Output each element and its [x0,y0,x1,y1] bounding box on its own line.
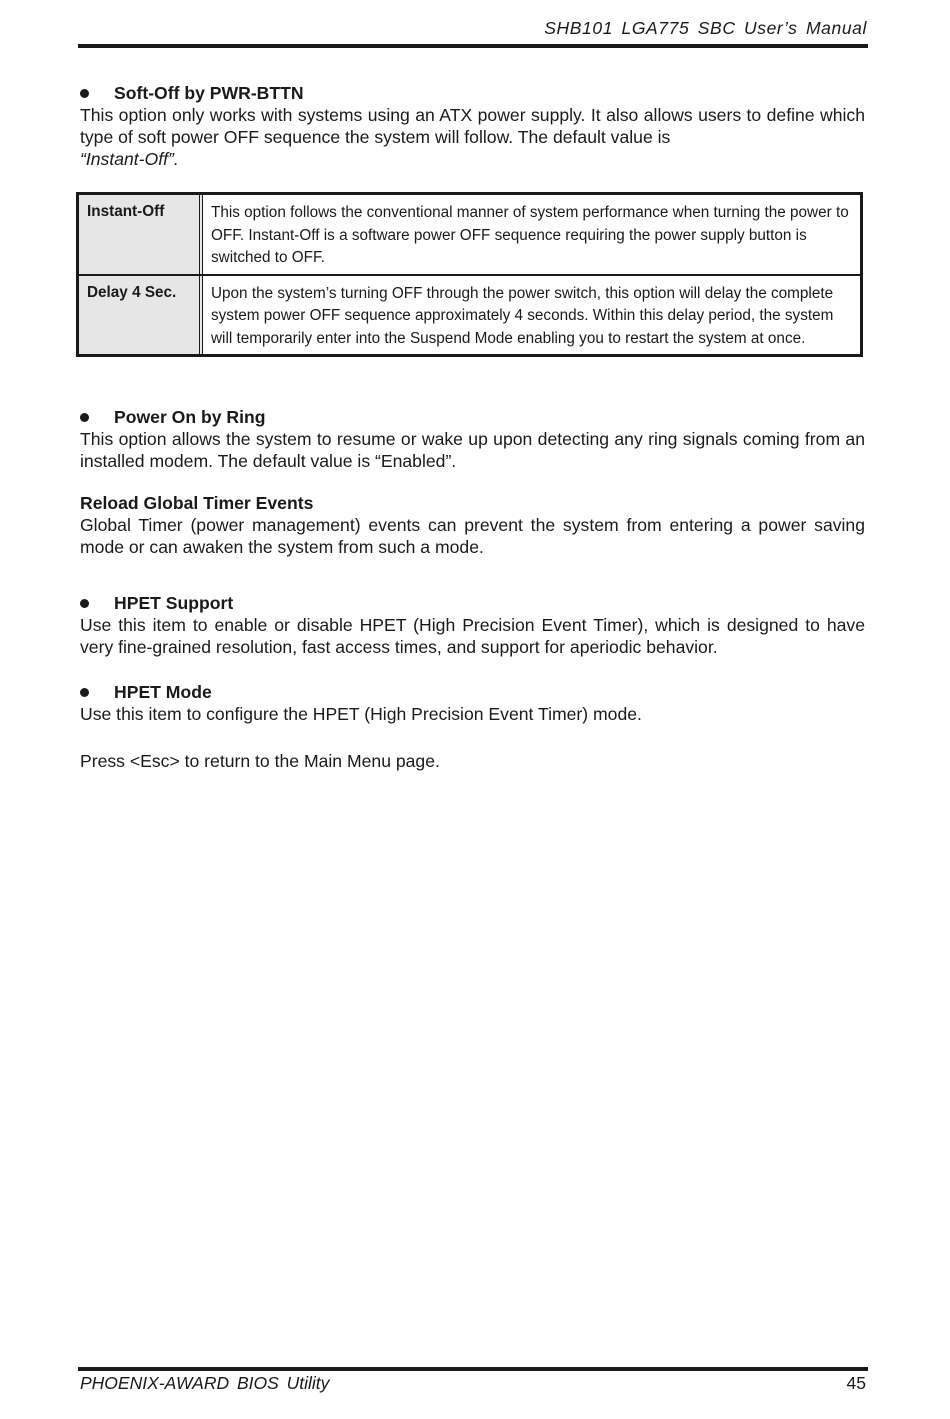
soft-off-description: This option only works with systems using an ATX power supply. It also allows users to define which type of soft power OFF sequence the system will follow. The default value is “Instant-Off”. [80,105,865,169]
soft-off-options-table [76,192,863,357]
power-on-ring-description: This option allows the system to resume or wake up upon detecting any ring signals coming from an installed modem. The default value is “Enabled”. [80,429,865,471]
footer-section-title: PHOENIX-AWARD BIOS Utility [80,1373,330,1393]
section-heading-power-on-ring: Power On by Ring [80,406,865,428]
table-row [79,195,860,274]
option-description: Upon the system’s turning OFF through the power switch, this option will delay the complete system power OFF sequence approximately 4 seconds. Within this delay period, the system will temporarily enter into the Suspend Mode enabling you to restart the system at once. [211,284,834,347]
hpet-support-description: Use this item to enable or disable HPET (High Precision Event Timer), which is designed to have very fine-grained resolution, fast access times, and support for aperiodic behavior. [80,615,865,657]
page-number: 45 [846,1373,866,1393]
document-body [80,82,865,772]
table-row [79,274,860,355]
option-description: This option follows the conventional manner of system performance when turning the power to OFF. Instant-Off is a software power OFF sequence requiring the power supply button is switched to OFF. [211,204,849,266]
soft-off-default-value: “Instant-Off”. [80,149,179,169]
footer-rule [78,1367,868,1371]
bullet-icon [80,89,89,98]
section-heading-hpet-mode: HPET Mode [80,681,865,703]
option-name: Instant-Off [79,195,203,274]
option-name: Delay 4 Sec. [79,276,203,355]
section-heading-soft-off: Soft-Off by PWR-BTTN [80,82,865,104]
section-heading-hpet-support: HPET Support [80,592,865,614]
bullet-icon [80,599,89,608]
header-rule [78,44,868,48]
closing-instruction: Press <Esc> to return to the Main Menu page. [80,751,440,771]
page-header: SHB101 LGA775 SBC User’s Manual [544,18,867,38]
bullet-icon [80,688,89,697]
section-heading-reload-global-timer: Reload Global Timer Events [80,493,314,513]
reload-global-timer-description: Global Timer (power management) events can prevent the system from entering a power saving mode or can awaken the system from such a mode. [80,515,865,557]
bullet-icon [80,413,89,422]
hpet-mode-description: Use this item to configure the HPET (High Precision Event Timer) mode. [80,704,642,724]
